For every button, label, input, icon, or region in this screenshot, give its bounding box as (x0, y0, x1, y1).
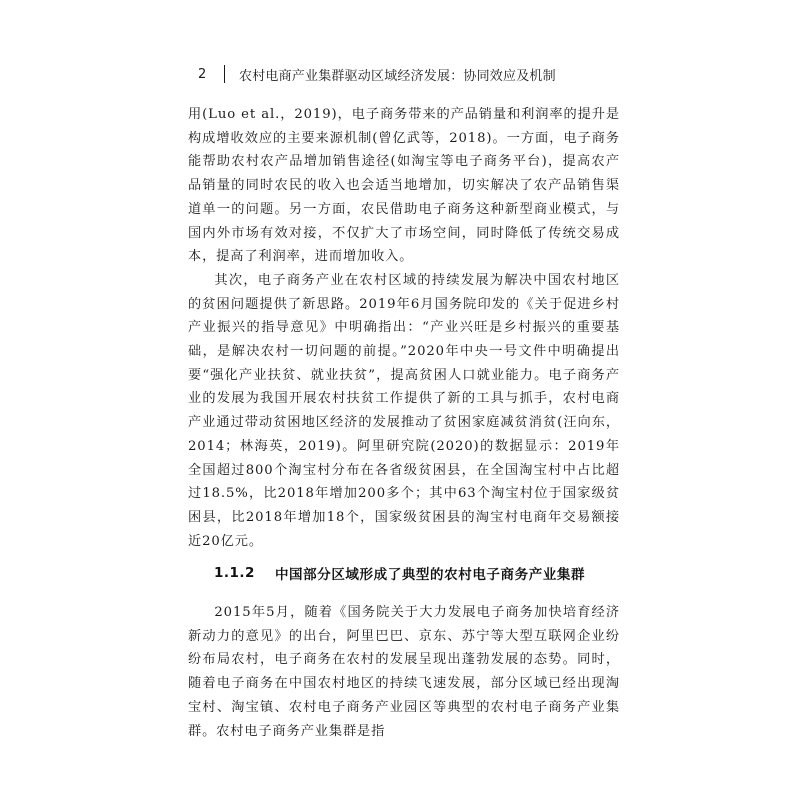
running-head (198, 62, 556, 86)
running-head-divider (224, 65, 225, 83)
section-heading (214, 563, 585, 583)
body-text-upper (188, 103, 620, 553)
section-title: 中国部分区域形成了典型的农村电子商务产业集群 (274, 567, 586, 583)
body-text-lower (188, 601, 620, 743)
section-number: 1.1.2 (214, 565, 255, 581)
paragraph-continuation: 用(Luo et al.，2019)，电子商务带来的产品销量和利润率的提升是构成增收效应的主要来源机制(曾亿武等，2018)。一方面，电子商务能帮助农村农产品增加销售途径(如淘宝等电子商务平台)，提高农产品销量的同时农民的收入也会适当地增加，切实解决了农产品销售渠道单一的问题。另一方面，农民借助电子商务这种新型商业模式，与国内外市场有效对接，不仅扩大了市场空间，同时降低了传统交易成本，提高了利润率，进而增加收入。 (188, 107, 620, 265)
book-title: 农村电商产业集群驱动区域经济发展：协同效应及机制 (239, 68, 556, 84)
paragraph-poverty-alleviation: 其次，电子商务产业在农村区域的持续发展为解决中国农村地区的贫困问题提供了新思路。2019年6月国务院印发的《关于促进乡村产业振兴的指导意见》中明确指出：“产业兴旺是乡村振兴的重要基础，是解决农村一切问题的前提。”2020年中央一号文件中明确提出要“强化产业扶贫、就业扶贫”，提高贫困人口就业能力。电子商务产业的发展为我国开展农村扶贫工作提供了新的工具与抓手，农村电商产业通过带动贫困地区经济的发展推动了贫困家庭减贫消贫(汪向东，2014；林海英，2019)。阿里研究院(2020)的数据显示：2019年全国超过800个淘宝村分布在各省级贫困县，在全国淘宝村中占比超过18.5%，比2018年增加200多个；其中63个淘宝村位于国家级贫困县，比2018年增加18个，国家级贫困县的淘宝村电商年交易额接近20亿元。 (188, 272, 620, 549)
page-number: 2 (198, 66, 207, 82)
paragraph-ecommerce-clusters: 2015年5月，随着《国务院关于大力发展电子商务加快培育经济新动力的意见》的出台，阿里巴巴、京东、苏宁等大型互联网企业纷纷布局农村，电子商务在农村的发展呈现出蓬勃发展的态势。同时，随着电子商务在中国农村地区的持续飞速发展，部分区域已经出现淘宝村、淘宝镇、农村电子商务产业园区等典型的农村电子商务产业集群。农村电子商务产业集群是指 (188, 605, 620, 739)
